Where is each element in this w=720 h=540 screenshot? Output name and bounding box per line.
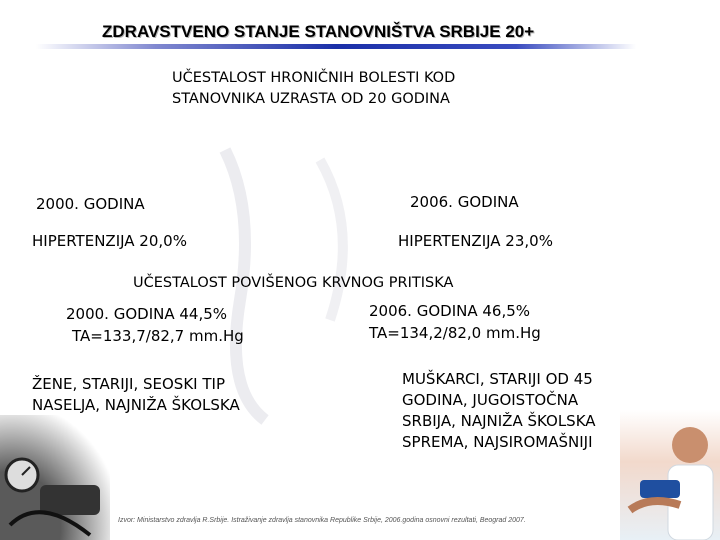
risk-group-left-line: NASELJA, NAJNIŽA ŠKOLSKA [32, 396, 240, 414]
chronic-year-2000: 2000. GODINA [36, 195, 145, 213]
risk-group-right-line: SRBIJA, NAJNIŽA ŠKOLSKA [402, 412, 596, 430]
bp-2000-ta: TA=133,7/82,7 mm.Hg [72, 327, 244, 345]
hypertension-2006: HIPERTENZIJA 23,0% [398, 232, 553, 250]
bp-2000-rate: 2000. GODINA 44,5% [66, 305, 228, 323]
source-note: Izvor: Ministarstvo zdravlja R.Srbije. Istraživanje zdravlja stanovnika Republike Srbije, 2006.godina osnovni rezultati, Beograd 2007. [118, 517, 526, 524]
bp-2006-ta: TA=134,2/82,0 mm.Hg [369, 324, 541, 342]
risk-group-right-line: GODINA, JUGOISTOČNA [402, 391, 579, 409]
risk-group-right-line: SPREMA, NAJSIROMAŠNIJI [402, 433, 593, 451]
blood-pressure-cuff-photo [0, 415, 110, 540]
title-underline [36, 44, 636, 49]
blood-pressure-measurement-photo [620, 410, 720, 540]
bp-2006-rate: 2006. GODINA 46,5% [369, 302, 531, 320]
subtitle [172, 68, 455, 110]
blood-pressure-2000 [66, 303, 244, 347]
hypertension-2000: HIPERTENZIJA 20,0% [32, 232, 187, 250]
subtitle-line-1: UČESTALOST HRONIČNIH BOLESTI KOD [172, 70, 456, 86]
blood-pressure-heading: UČESTALOST POVIŠENOG KRVNOG PRITISKA [133, 275, 454, 291]
risk-group-right [402, 369, 596, 453]
subtitle-line-2: STANOVNIKA UZRASTA OD 20 GODINA [172, 91, 450, 107]
risk-group-right-line: MUŠKARCI, STARIJI OD 45 [402, 370, 593, 388]
risk-group-left-line: ŽENE, STARIJI, SEOSKI TIP [32, 375, 225, 393]
page-title: ZDRAVSTVENO STANJE STANOVNIŠTVA SRBIJE 20+ [102, 22, 535, 41]
blood-pressure-2006 [369, 300, 541, 344]
chronic-year-2006: 2006. GODINA [410, 193, 519, 211]
